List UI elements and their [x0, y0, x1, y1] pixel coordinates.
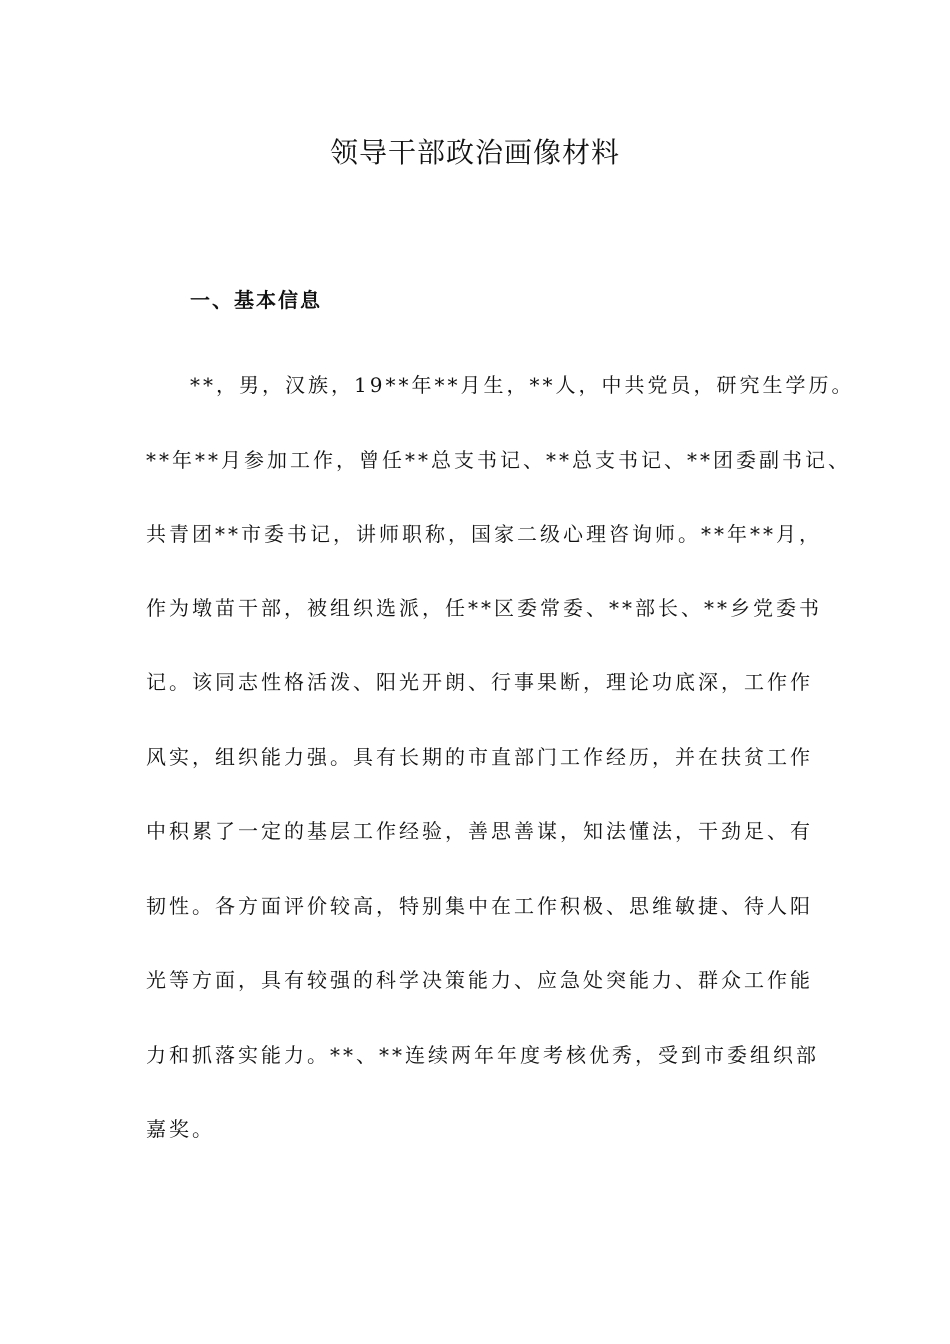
- paragraph-line: 风实，组织能力强。具有长期的市直部门工作经历，并在扶贫工作: [146, 745, 813, 769]
- paragraph-line: 光等方面，具有较强的科学决策能力、应急处突能力、群众工作能: [146, 968, 813, 992]
- paragraph-line: 韧性。各方面评价较高，特别集中在工作积极、思维敏捷、待人阳: [146, 894, 813, 918]
- paragraph-line: 力和抓落实能力。**、**连续两年年度考核优秀，受到市委组织部: [146, 1043, 819, 1067]
- paragraph-line: 作为墩苗干部，被组织选派，任**区委常委、**部长、**乡党委书: [146, 596, 822, 620]
- paragraph-line: 共青团**市委书记，讲师职称，国家二级心理咨询师。**年**月，: [146, 522, 822, 546]
- section-heading-basic-info: 一、基本信息: [190, 288, 322, 312]
- paragraph-line: **，男，汉族，19**年**月生，**人，中共党员，研究生学历。: [190, 373, 855, 397]
- paragraph-line: **年**月参加工作，曾任**总支书记、**总支书记、**团委副书记、: [146, 448, 851, 472]
- paragraph-line: 嘉奖。: [146, 1117, 215, 1141]
- paragraph-line: 记。该同志性格活泼、阳光开朗、行事果断，理论功底深，工作作: [146, 670, 813, 694]
- document-title: 领导干部政治画像材料: [329, 136, 620, 169]
- paragraph-line: 中积累了一定的基层工作经验，善思善谋，知法懂法，干劲足、有: [146, 819, 813, 843]
